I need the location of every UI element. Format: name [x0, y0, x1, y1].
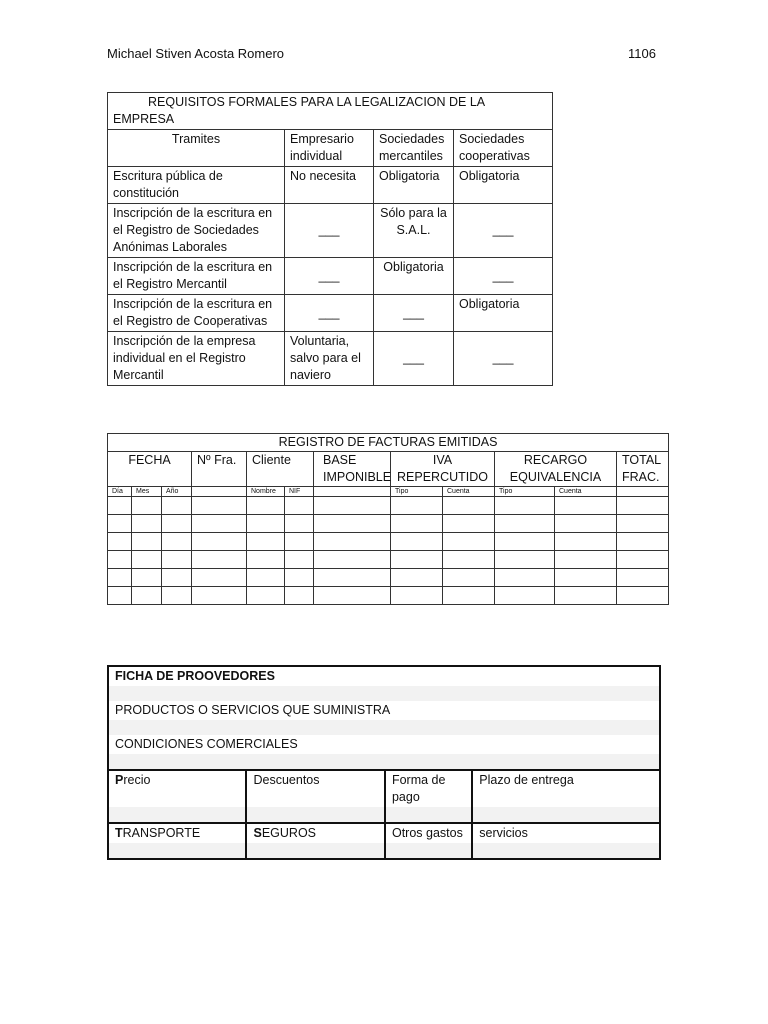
cell: ___ — [374, 332, 454, 386]
requisitos-title: REQUISITOS FORMALES PARA LA LEGALIZACION DE LA EMPRESA — [108, 93, 553, 130]
cell: ___ — [285, 204, 374, 258]
cell: ___ — [285, 295, 374, 332]
row-label: Inscripción de la empresa individual en el Registro Mercantil — [108, 332, 285, 386]
table-row — [108, 569, 669, 587]
cell: Sólo para la S.A.L. — [374, 204, 454, 258]
table-row — [108, 587, 669, 605]
col-header-cooperativas: Sociedades cooperativas — [454, 130, 553, 167]
header-total: TOTAL FRAC. — [617, 452, 669, 487]
cell: Obligatoria — [454, 295, 553, 332]
plazo-entrega-cell: Plazo de entrega — [472, 770, 660, 807]
subheader-recargo-tipo: Tipo — [495, 487, 555, 497]
row-label: Inscripción de la escritura en el Registro Mercantil — [108, 258, 285, 295]
header-numero-factura: Nº Fra. — [192, 452, 247, 487]
facturas-table — [107, 433, 669, 605]
cell: ___ — [285, 258, 374, 295]
subheader-iva-cuenta: Cuenta — [443, 487, 495, 497]
cell: Obligatoria — [374, 167, 454, 204]
table-row — [108, 497, 669, 515]
cell: ___ — [374, 295, 454, 332]
facturas-title: REGISTRO DE FACTURAS EMITIDAS — [108, 434, 669, 452]
forma-pago-cell: Forma de pago — [385, 770, 472, 807]
row-label: Inscripción de la escritura en el Registro de Sociedades Anónimas Laborales — [108, 204, 285, 258]
cell: ___ — [454, 332, 553, 386]
col-header-tramites: Tramites — [108, 130, 285, 167]
col-header-empresario: Empresario individual — [285, 130, 374, 167]
otros-gastos-cell: Otros gastos — [385, 823, 472, 843]
cell: ___ — [454, 204, 553, 258]
cell: Voluntaria, salvo para el naviero — [285, 332, 374, 386]
subheader-blank — [192, 487, 247, 497]
header-base-imponible: BASE IMPONIBLE — [314, 452, 391, 487]
subheader-ano: Año — [162, 487, 192, 497]
header-recargo: RECARGO EQUIVALENCIA — [495, 452, 617, 487]
col-header-mercantiles: Sociedades mercantiles — [374, 130, 454, 167]
subheader-recargo-cuenta: Cuenta — [555, 487, 617, 497]
descuentos-cell: Descuentos — [246, 770, 384, 807]
table-row — [108, 533, 669, 551]
cell: ___ — [454, 258, 553, 295]
condiciones-label: CONDICIONES COMERCIALES — [115, 737, 298, 751]
table-row — [108, 551, 669, 569]
author-name: Michael Stiven Acosta Romero — [107, 46, 285, 61]
subheader-iva-tipo: Tipo — [391, 487, 443, 497]
subheader-mes: Mes — [132, 487, 162, 497]
ficha-title: FICHA DE PROOVEDORES — [115, 669, 275, 683]
transporte-cell: TRANSPORTE — [108, 823, 246, 843]
productos-label: PRODUCTOS O SERVICIOS QUE SUMINISTRA — [115, 703, 391, 717]
subheader-nombre: Nombre — [247, 487, 285, 497]
row-label: Escritura pública de constitución — [108, 167, 285, 204]
header-iva: IVA REPERCUTIDO — [391, 452, 495, 487]
page-number: 1106 — [628, 46, 656, 61]
servicios-cell: servicios — [472, 823, 660, 843]
table-row — [108, 515, 669, 533]
ficha-proveedores-table — [107, 665, 661, 860]
subheader-dia: Día — [108, 487, 132, 497]
header-fecha: FECHA — [108, 452, 192, 487]
subheader-nif: NIF — [285, 487, 314, 497]
requisitos-table — [107, 92, 553, 386]
row-label: Inscripción de la escritura en el Registro de Cooperativas — [108, 295, 285, 332]
subheader-blank — [314, 487, 391, 497]
cell: No necesita — [285, 167, 374, 204]
cell: Obligatoria — [374, 258, 454, 295]
header-cliente: Cliente — [247, 452, 314, 487]
cell: Obligatoria — [454, 167, 553, 204]
subheader-blank — [617, 487, 669, 497]
precio-cell: Precio — [108, 770, 246, 807]
seguros-cell: SEGUROS — [246, 823, 384, 843]
